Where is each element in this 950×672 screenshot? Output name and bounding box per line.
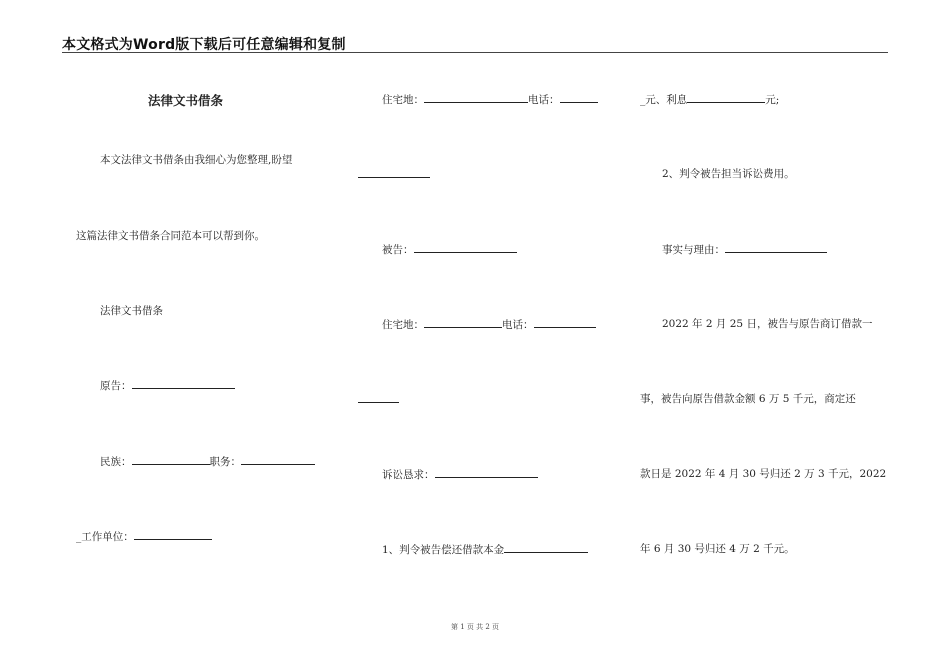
plaintiff-address-row xyxy=(382,92,598,107)
document-title: 法律文书借条 xyxy=(148,93,224,108)
claim-1-text: 1、判令被告偿还借款本金 xyxy=(382,544,505,556)
interest-blank xyxy=(687,92,765,103)
position-blank xyxy=(241,454,315,465)
address2-blank xyxy=(424,317,502,328)
intro-line-2: 这篇法律文书借条合同范本可以帮到你。 xyxy=(76,230,265,242)
work-unit-blank xyxy=(134,529,212,540)
work-prefix: _ xyxy=(76,531,82,543)
intro-line-1: 本文法律文书借条由我细心为您整理,盼望 xyxy=(100,154,293,166)
phone-label: 电话： xyxy=(528,94,560,106)
phone2-continuation-row xyxy=(358,392,399,407)
defendant-address-row xyxy=(382,317,596,332)
phone2-blank xyxy=(534,317,596,328)
principal-blank xyxy=(504,542,588,553)
header-title: 本文格式为Word版下载后可任意编辑和复制 xyxy=(62,37,346,53)
facts-line-3: 款日是 2022 年 4 月 30 号归还 2 万 3 千元，2022 xyxy=(640,468,887,480)
interest-suffix: 元; xyxy=(765,94,780,106)
defendant-label: 被告： xyxy=(382,244,414,256)
interest-row xyxy=(640,92,779,107)
facts-line-2: 事，被告向原告借款金额 6 万 5 千元，商定还 xyxy=(640,393,856,405)
section-subtitle: 法律文书借条 xyxy=(100,305,163,317)
address-blank xyxy=(424,92,528,103)
position-label: 职务： xyxy=(209,456,241,468)
facts-blank xyxy=(725,242,827,253)
address-label: 住宅地： xyxy=(382,94,424,106)
address2-label: 住宅地： xyxy=(382,319,424,331)
ethnic-label: 民族： xyxy=(100,456,132,468)
interest-prefix: _元、利息 xyxy=(640,94,688,106)
phone2-continuation-blank xyxy=(358,392,399,403)
claim-1-row xyxy=(382,542,588,557)
phone-blank xyxy=(560,92,598,103)
phone-continuation-row xyxy=(358,167,430,182)
defendant-row xyxy=(382,242,517,257)
ethnic-position-row xyxy=(100,454,315,469)
facts-row xyxy=(662,242,827,257)
plaintiff-row xyxy=(100,378,235,393)
phone2-label: 电话： xyxy=(502,319,534,331)
ethnic-blank xyxy=(132,454,210,465)
claims-row xyxy=(382,467,538,482)
plaintiff-label: 原告： xyxy=(100,380,132,392)
defendant-blank xyxy=(414,242,517,253)
claim-2: 2、判令被告担当诉讼费用。 xyxy=(662,168,795,180)
page-number: 第 1 页 共 2 页 xyxy=(450,623,500,631)
work-unit-row xyxy=(76,529,212,544)
phone-continuation-blank xyxy=(358,167,430,178)
facts-line-4: 年 6 月 30 号归还 4 万 2 千元。 xyxy=(640,543,795,555)
work-unit-label: 工作单位： xyxy=(81,531,134,543)
header-divider xyxy=(62,52,888,53)
claims-label: 诉讼恳求： xyxy=(382,469,435,481)
claims-blank xyxy=(435,467,538,478)
facts-label: 事实与理由： xyxy=(662,244,725,256)
plaintiff-blank xyxy=(132,378,235,389)
facts-line-1: 2022 年 2 月 25 日，被告与原告商订借款一 xyxy=(662,318,873,330)
